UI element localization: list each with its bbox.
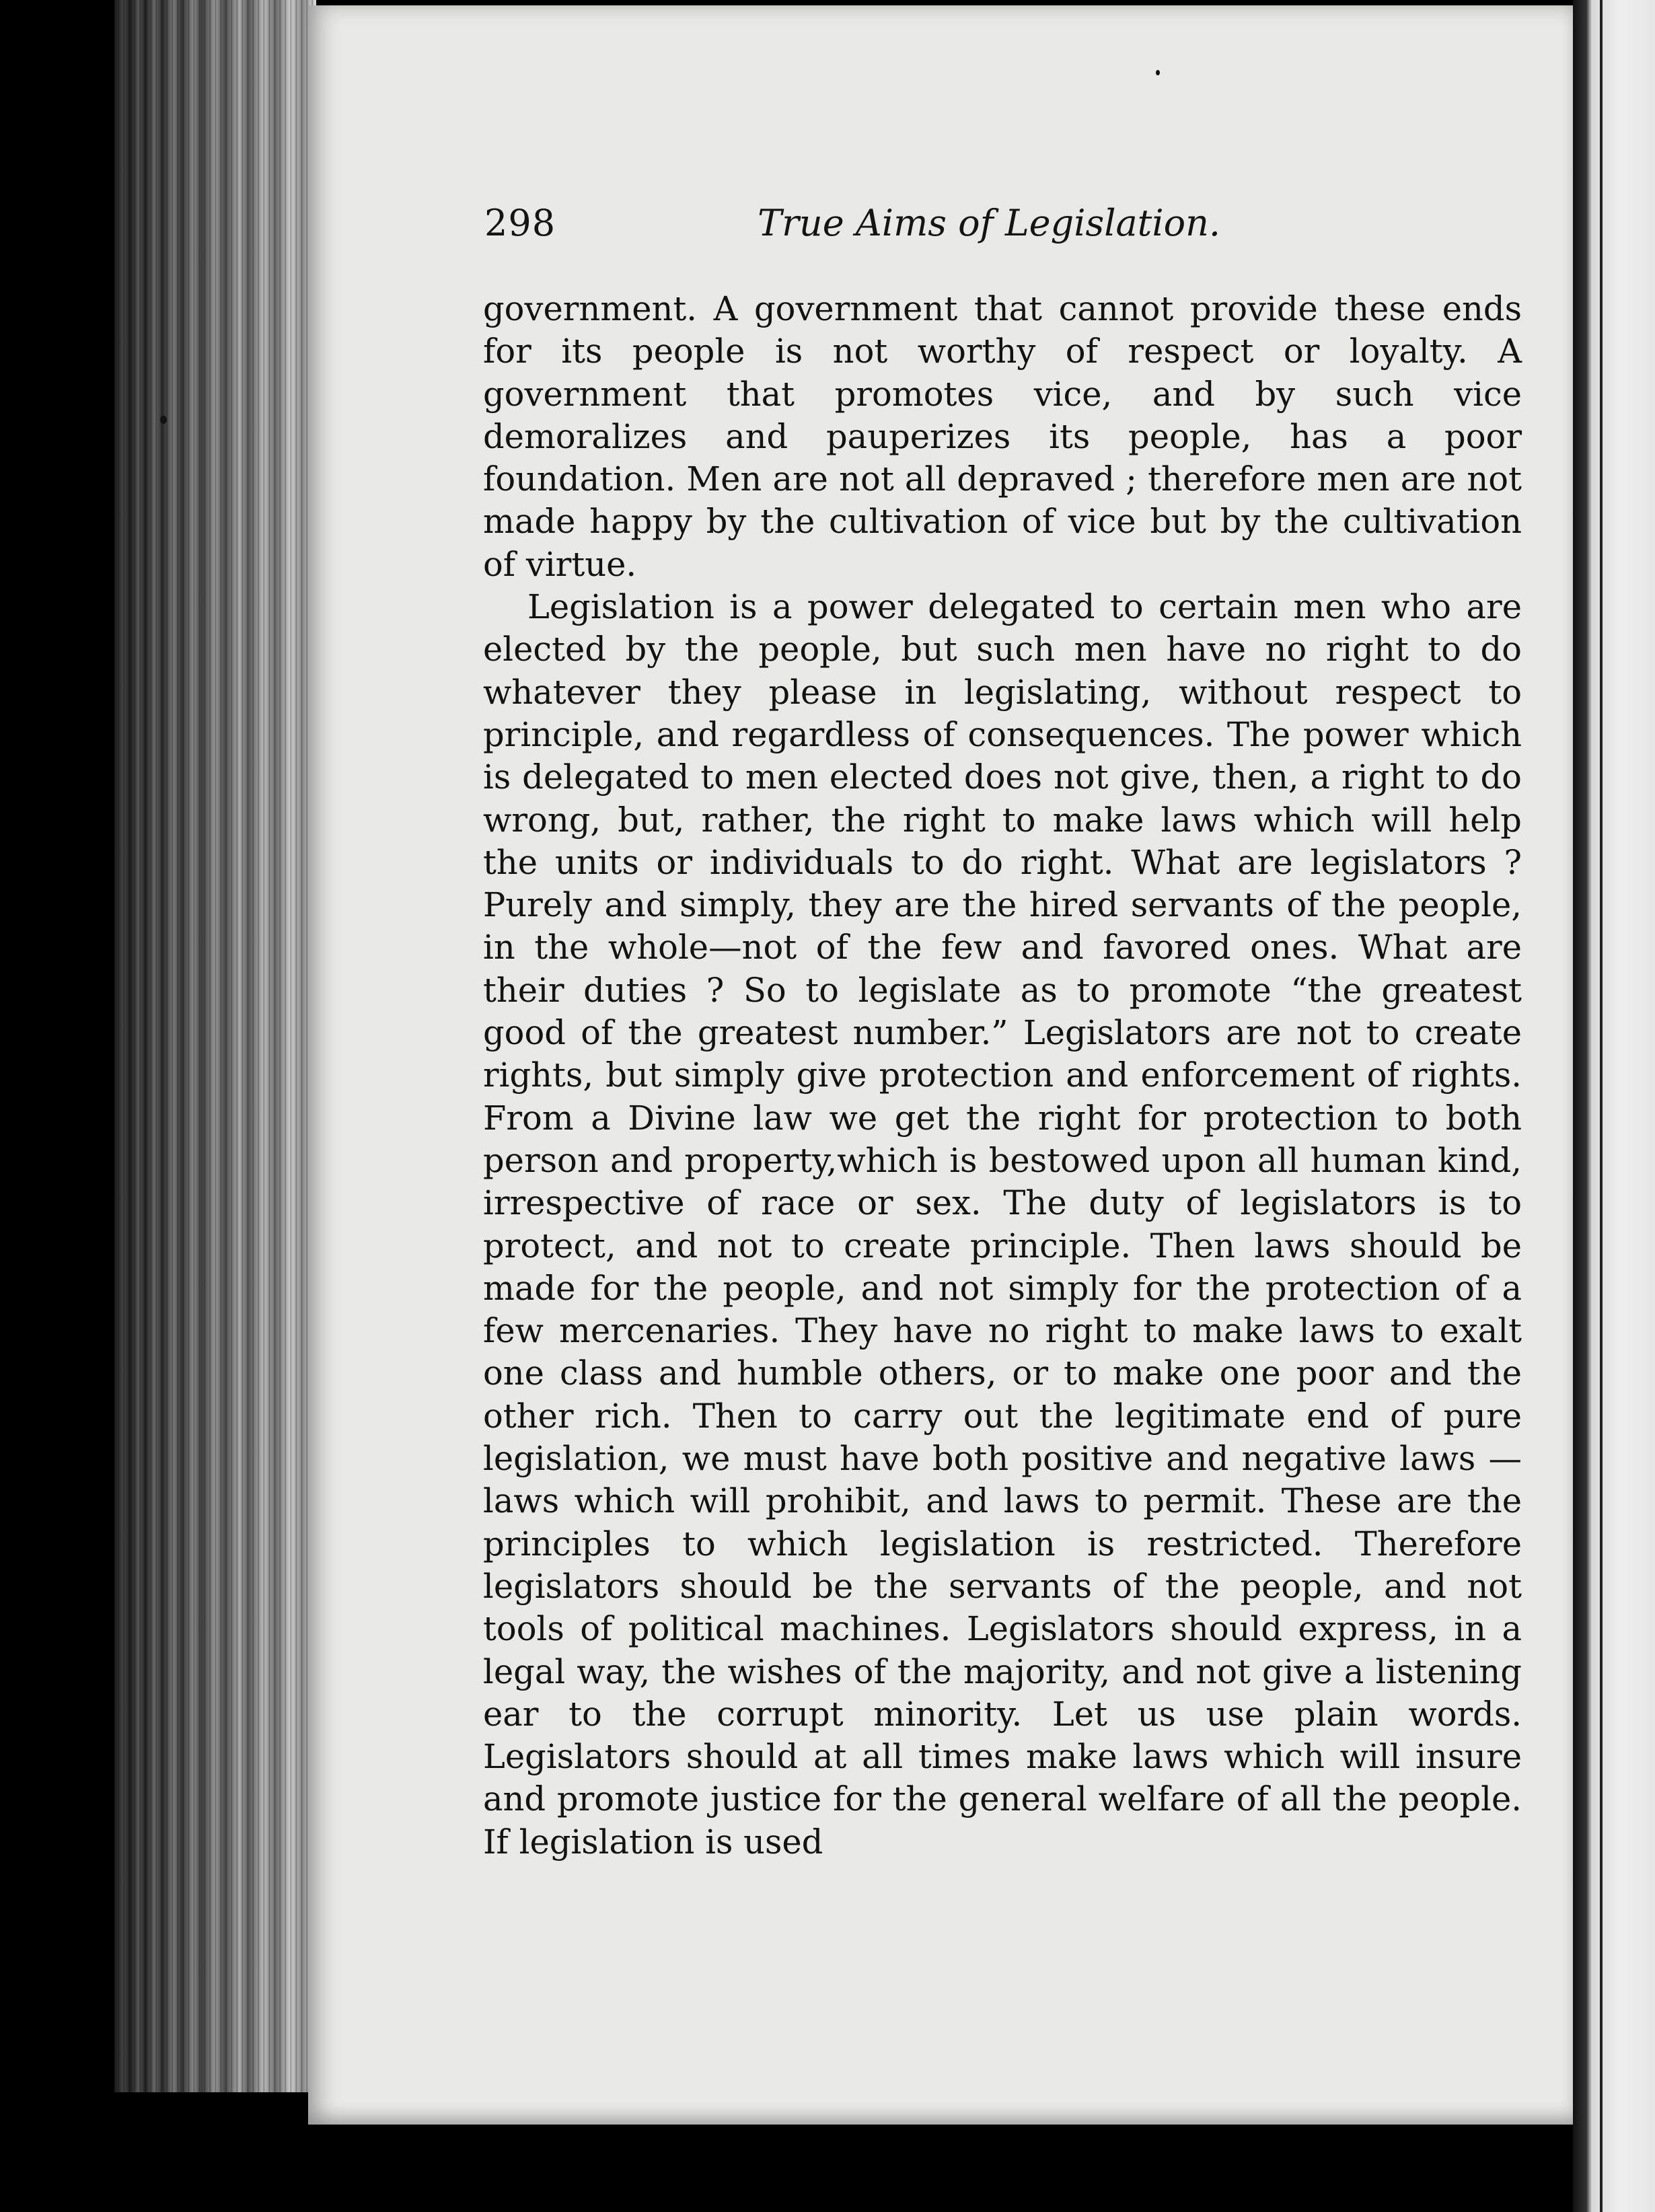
ink-speck — [160, 416, 167, 424]
page-number: 298 — [484, 202, 556, 244]
paragraph: Legislation is a power delegated to certain men who are elected by the people, but such men have no right to do whatever they please in legislating, without respect to principle, and regardless of consequences. The power which is delegated to men elected does not give, then, a right to do wrong, but, rather, the right to make laws which will help the units or individuals to do right. What are legislators ? Purely and simply, they are the hired servants of the people, in the whole—not of the few and favored ones. What are their duties ? So to legislate as to promote “the greatest good of the greatest number.” Legislators are not to create rights, but simply give protection and enforcement of rights. From a Divine law we get the right for protection to both person and property,which is bestowed upon all human kind, irrespective of race or sex. The duty of legislators is to protect, and not to create principle. Then laws should be made for the people, and not simply for the protection of a few mercenaries. They have no right to make laws to exalt one class and humble others, or to make one poor and the other rich. Then to carry out the legitimate end of pure legislation, we must have both positive and negative laws —laws which will prohibit, and laws to permit. These are the principles to which legislation is restricted. Therefore legislators should be the servants of the people, and not tools of political machines. Legislators should express, in a legal way, the wishes of the majority, and not give a listening ear to the corrupt minority. Let us use plain words. Legislators should at all times make laws which will insure and promote justice for the general welfare of all the people. If legislation is used — [483, 587, 1522, 1861]
paragraph: government. A government that cannot provide these ends for its people is not worthy of respect or loyalty. A government that promotes vice, and by such vice demoralizes and pauperizes its people, has a poor foundation. Men are not all depraved ; therefore men are not made happy by the cultivation of vice but by the cultivation of virtue. — [483, 289, 1522, 584]
body-text — [483, 288, 1522, 1864]
ink-speck — [1156, 70, 1160, 75]
facing-page-edge — [1573, 0, 1655, 2212]
running-title: True Aims of Legislation. — [758, 202, 1221, 244]
book-page-edges — [114, 0, 316, 2092]
page-header — [484, 202, 1265, 256]
